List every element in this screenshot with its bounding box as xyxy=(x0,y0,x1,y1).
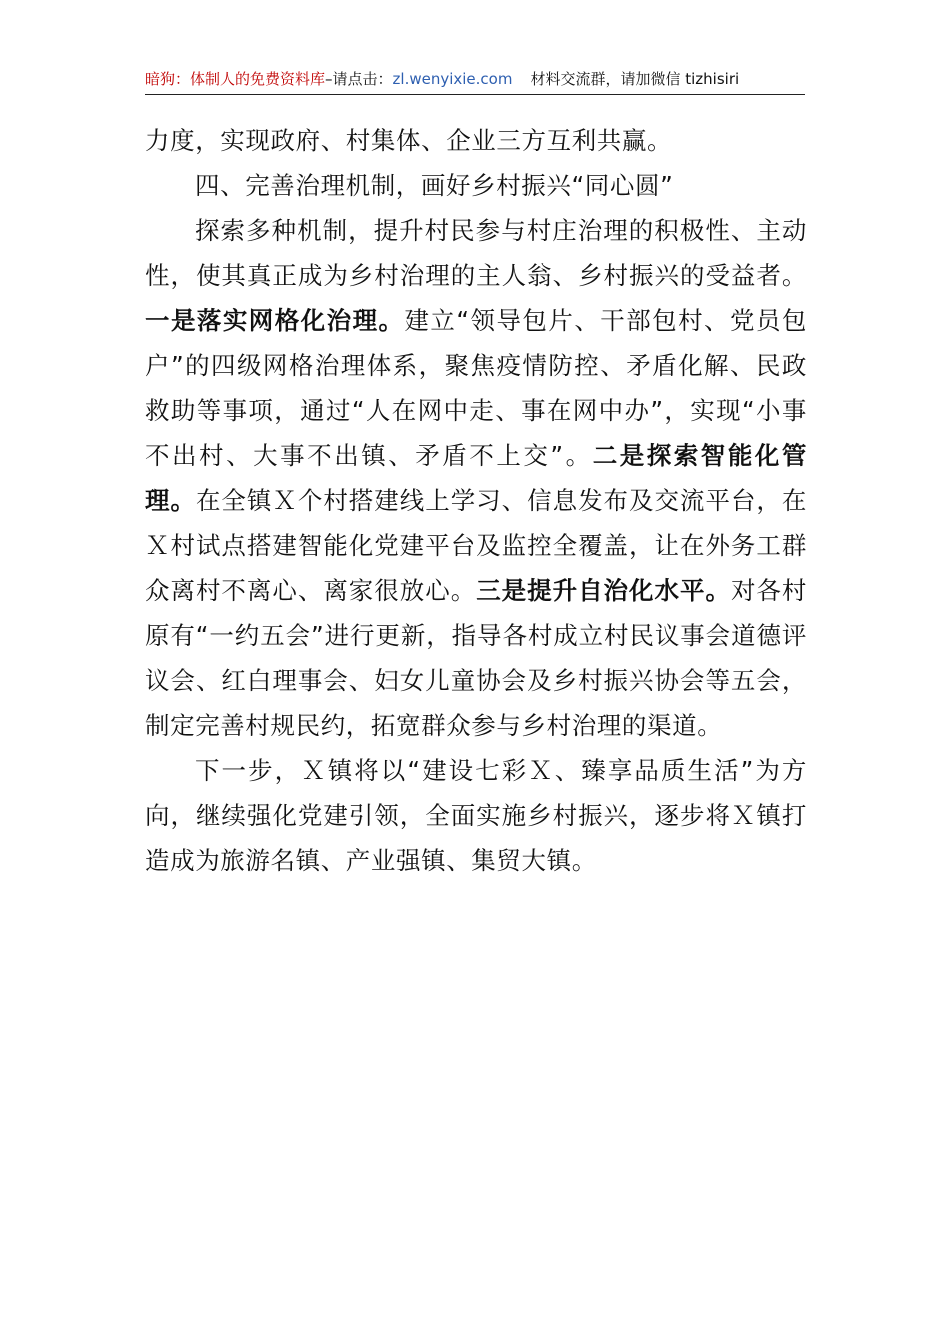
point-1-heading: 一是落实网格化治理。 xyxy=(145,306,405,335)
point-2-heading: 二是探索智能化管理。 xyxy=(145,441,807,515)
section-heading: 四、完善治理机制，画好乡村振兴“同心圆” xyxy=(195,171,674,200)
paragraph-mechanisms xyxy=(145,208,807,748)
page-header xyxy=(145,66,805,92)
paragraph-continuation: 力度，实现政府、村集体、企业三方互利共赢。 xyxy=(145,126,673,155)
paragraph-intro: 探索多种机制，提升村民参与村庄治理的积极性、主动性，使其真正成为乡村治理的主人翁、乡村振兴的受益者。 xyxy=(145,216,807,290)
header-prompt: –请点击： xyxy=(325,70,393,88)
header-divider xyxy=(145,94,805,95)
header-group-note: 材料交流群，请加微信 tizhisiri xyxy=(530,70,740,88)
header-link[interactable]: zl.wenyixie.com xyxy=(392,70,513,88)
point-3-text: 对各村原有“一约五会”进行更新，指导各村成立村民议事会道德评议会、红白理事会、妇女儿童协会及乡村振兴协会等五会，制定完善村规民约，拓宽群众参与乡村治理的渠道。 xyxy=(145,576,807,740)
document-body xyxy=(145,118,807,883)
point-1-text: 建立“领导包片、干部包村、党员包户”的四级网格治理体系，聚焦疫情防控、矛盾化解、民政救助等事项，通过“人在网中走、事在网中办”，实现“小事不出村、大事不出镇、矛盾不上交”。 xyxy=(145,306,807,470)
point-2-text: 在全镇Ｘ个村搭建线上学习、信息发布及交流平台，在Ｘ村试点搭建智能化党建平台及监控全覆盖，让在外务工群众离村不离心、离家很放心。 xyxy=(145,486,807,605)
header-brand: 暗狗：体制人的免费资料库 xyxy=(145,70,326,88)
point-3-heading: 三是提升自治化水平。 xyxy=(476,576,731,605)
paragraph-next-steps: 下一步，Ｘ镇将以“建设七彩Ｘ、臻享品质生活”为方向，继续强化党建引领，全面实施乡村振兴，逐步将Ｘ镇打造成为旅游名镇、产业强镇、集贸大镇。 xyxy=(145,756,807,875)
